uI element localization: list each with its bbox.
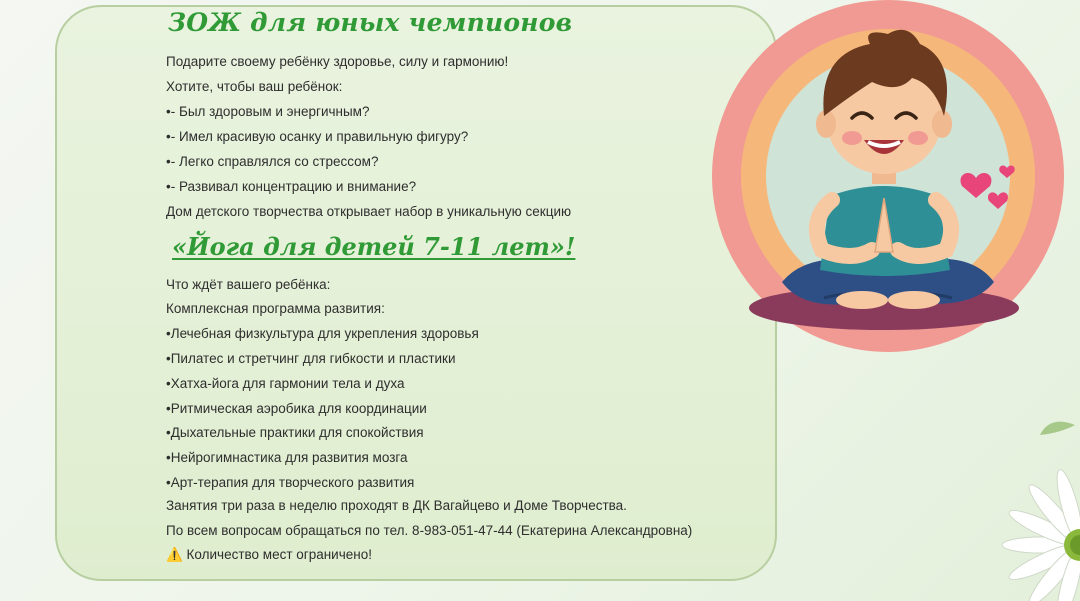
intro-bullet: •- Легко справлялся со стрессом?: [166, 154, 379, 169]
program-bullet: •Дыхательные практики для спокойствия: [166, 425, 424, 440]
details-line: Комплексная программа развития:: [166, 301, 385, 316]
program-bullet: •Лечебная физкультура для укрепления здоровья: [166, 326, 479, 341]
program-bullet: •Хатха-йога для гармонии тела и духа: [166, 376, 405, 391]
info-card: [55, 5, 777, 581]
schedule-line: Занятия три раза в неделю проходят в ДК Вагайцево и Доме Творчества.: [166, 498, 627, 513]
daisy-flower-icon: [980, 395, 1080, 601]
contact-line: По всем вопросам обращаться по тел. 8-983-051-47-44 (Екатерина Александровна): [166, 523, 693, 538]
intro-line: Подарите своему ребёнку здоровье, силу и гармонию!: [166, 54, 509, 69]
program-bullet: •Пилатес и стретчинг для гибкости и пластики: [166, 351, 456, 366]
details-line: Что ждёт вашего ребёнка:: [166, 277, 331, 292]
section-subtitle: «Йога для детей 7-11 лет»!: [172, 232, 576, 261]
intro-line: Дом детского творчества открывает набор в уникальную секцию: [166, 204, 572, 219]
heart-icon: [999, 165, 1014, 178]
boy-meditating-illustration: [712, 0, 1064, 352]
heart-icon: [961, 173, 992, 198]
program-bullet: •Нейрогимнастика для развития мозга: [166, 450, 408, 465]
intro-line: Хотите, чтобы ваш ребёнок:: [166, 79, 343, 94]
page-title: ЗОЖ для юных чемпионов: [168, 8, 573, 37]
intro-bullet: •- Развивал концентрацию и внимание?: [166, 179, 417, 194]
program-bullet: •Ритмическая аэробика для координации: [166, 401, 427, 416]
heart-icon: [988, 192, 1008, 209]
program-bullet: •Арт-терапия для творческого развития: [166, 475, 415, 490]
warning-line: ⚠️ Количество мест ограничено!: [166, 547, 372, 562]
intro-bullet: •- Имел красивую осанку и правильную фигуру?: [166, 129, 469, 144]
intro-bullet: •- Был здоровым и энергичным?: [166, 104, 370, 119]
